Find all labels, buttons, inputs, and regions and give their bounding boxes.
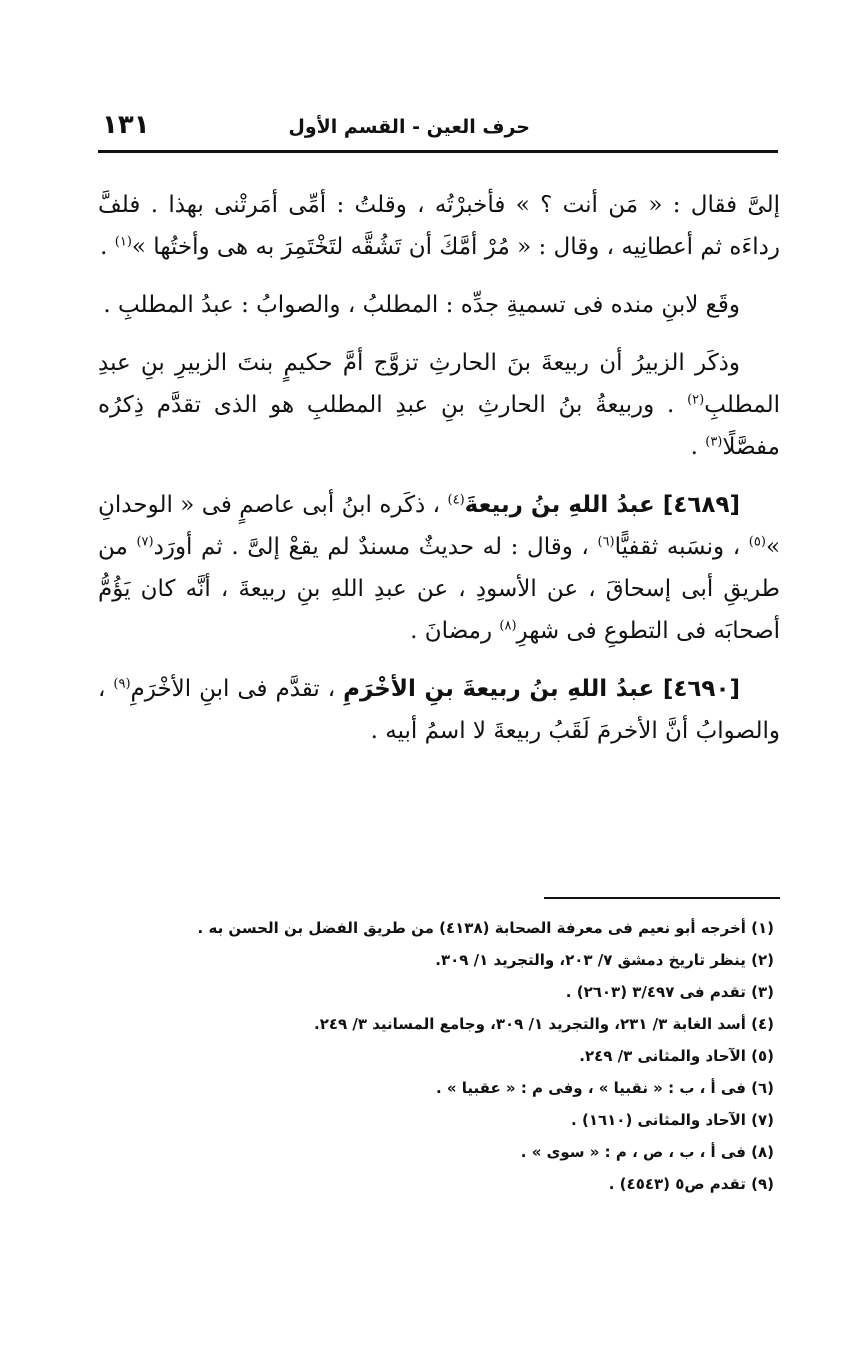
main-text	[98, 184, 780, 768]
page-number: ١٣١	[102, 110, 150, 140]
header-rule	[98, 150, 778, 153]
paragraph-text: وذكَر الزبيرُ أن ربيعةَ بنَ الحارثِ تزوَّج أمَّ حكيمٍ بنتَ الزبيرِ بنِ عبدِ المطلبِ	[98, 350, 780, 418]
footnote-ref: (١)	[114, 234, 132, 250]
footnote-ref: (٨)	[499, 618, 517, 634]
paragraph-continuation	[98, 184, 780, 268]
paragraph-text: إلىَّ فقال : « مَن أنت ؟ » فأخبرْتُه ، وقلتُ : أمِّى أمَرتْنى بهذا . فلفَّ رداءَه ثم أعطانِيه ، وقال : « مُرْ أمَّكَ أن تَشُقَّه لتَخْتَمِرَ به هى وأختُها »	[98, 192, 780, 260]
entry-text: ، تقدَّم فى ابنِ الأخْرَمِ	[130, 676, 344, 702]
footnote-4: (٤) أسد الغابة ٣/ ٢٣١، والتجريد ١/ ٣٠٩، وجامع المسانيد ٣/ ٢٤٩.	[313, 1015, 774, 1033]
running-title: حرف العين - القسم الأول	[288, 116, 530, 138]
punctuation: .	[690, 434, 706, 460]
punctuation: .	[100, 234, 115, 260]
entry-text: ، ذكَره ابنُ أبى عاصمٍ فى « الوحدانِ »	[98, 492, 781, 560]
footnote-3: (٣) تقدم فى ٣/٤٩٧ (٢٦٠٣) .	[565, 983, 774, 1001]
entry-text: ، ونسَبه ثقفيًّا	[614, 534, 749, 560]
entry-text: رمضانَ .	[410, 618, 500, 644]
footnote-ref: (٩)	[113, 676, 131, 692]
entry-text: من طريقِ أبى إسحاقَ ، عن الأسودِ ، عن عبدِ اللهِ بنِ ربيعةَ ، أنَّه كان يَؤُمُّ أصحابَه فى التطوعِ فى شهرِ	[98, 534, 780, 644]
paragraph-text: . وربيعةُ بنُ الحارثِ بنِ عبدِ المطلبِ هو الذى تقدَّم ذِكرُه مفصَّلًا	[98, 392, 780, 460]
footnote-ref: (٤)	[447, 492, 465, 508]
footnotes	[98, 912, 780, 1200]
footnote-ref: (٦)	[597, 534, 615, 550]
footnote-2: (٢) ينظر تاريخ دمشق ٧/ ٢٠٣، والتجريد ١/ ٣٠٩.	[435, 951, 774, 969]
footnote-8: (٨) فى أ ، ب ، ص ، م : « سوى » .	[520, 1143, 774, 1161]
entry-text: ، والصوابُ أنَّ الأخرمَ لَقَبُ ربيعةَ لا اسمُ أبيه .	[98, 676, 780, 744]
paragraph-text: وقَع لابنِ منده فى تسميةِ جدِّه : المطلبُ ، والصوابُ : عبدُ المطلبِ .	[103, 292, 740, 318]
entry-text: ، وقال : له حديثٌ مسندٌ لم يقعْ إلىَّ . ثم أورَد	[153, 534, 598, 560]
footnote-ref: (٧)	[136, 534, 154, 550]
footnote-1: (١) أخرجه أبو نعيم فى معرفة الصحابة (٤١٣٨) من طريق الفضل بن الحسن به .	[197, 919, 774, 937]
paragraph-note	[98, 284, 780, 326]
footnote-9: (٩) تقدم ص٥ (٤٥٤٣) .	[608, 1175, 774, 1193]
footnote-ref: (٥)	[748, 534, 766, 550]
entry-4689	[98, 484, 780, 652]
entry-4690	[98, 668, 780, 752]
footnote-5: (٥) الآحاد والمثانى ٣/ ٢٤٩.	[579, 1047, 774, 1065]
footnote-7: (٧) الآحاد والمثانى (١٦١٠) .	[571, 1111, 774, 1129]
paragraph-zubayr	[98, 342, 780, 468]
footnote-ref: (٢)	[687, 392, 705, 408]
footnote-6: (٦) فى أ ، ب : « نقبيا » ، وفى م : « عقبيا » .	[435, 1079, 774, 1097]
entry-heading: [٤٦٨٩] عبدُ اللهِ بنُ ربيعةَ	[464, 492, 740, 518]
footnote-rule	[544, 897, 780, 899]
footnote-ref: (٣)	[705, 434, 723, 450]
page-header	[98, 108, 778, 148]
entry-heading: [٤٦٩٠] عبدُ اللهِ بنُ ربيعةَ بنِ الأخْرَمِ	[343, 676, 740, 702]
